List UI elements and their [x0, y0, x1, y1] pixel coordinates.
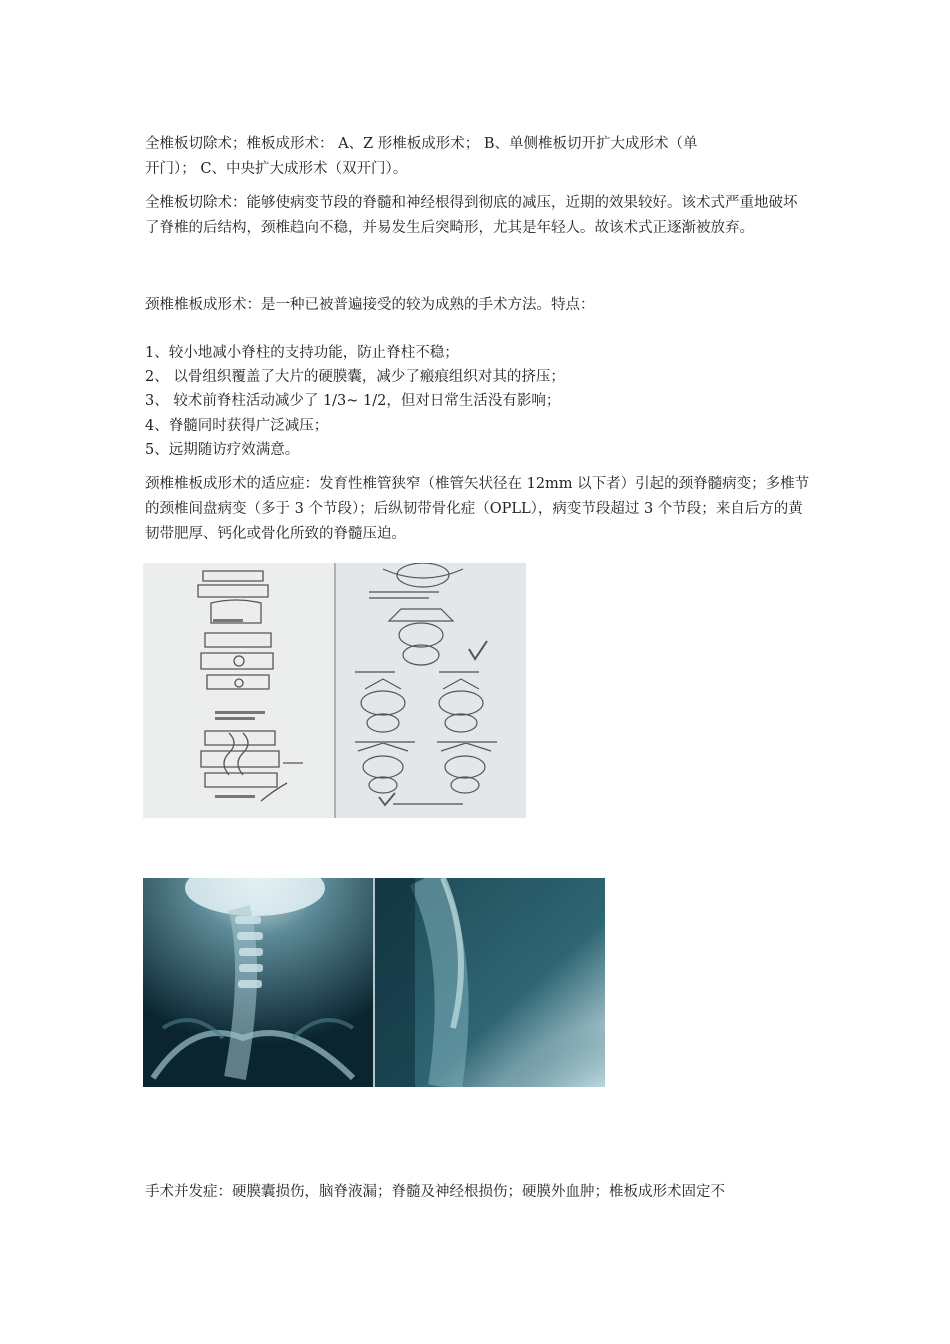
- xray-figure: [143, 878, 605, 1087]
- list-item: 4、脊髓同时获得广泛减压；: [145, 417, 329, 434]
- list-item: 3、 较术前脊柱活动减少了 1/3~ 1/2，但对日常生活没有影响；: [145, 392, 561, 409]
- list-item: 5、远期随访疗效满意。: [145, 441, 300, 458]
- surgical-diagram-figure: [143, 563, 526, 818]
- paragraph-laminoplasty-intro: 颈椎椎板成形术：是一种已被普遍接受的较为成熟的手术方法。特点：: [145, 296, 595, 313]
- list-item: 2、 以骨组织覆盖了大片的硬膜囊，减少了瘢痕组织对其的挤压；: [145, 368, 565, 385]
- paragraph-surgery-types-line2: 开门）； C、中央扩大成形术（双开门）。: [145, 160, 408, 177]
- cervical-xray-lateral-icon: [375, 878, 605, 1087]
- list-item: 1、较小地减小脊柱的支持功能，防止脊柱不稳；: [145, 344, 459, 361]
- paragraph-complications: 手术并发症：硬膜囊损伤，脑脊液漏；脊髓及神经根损伤；硬膜外血肿；椎板成形术固定不: [145, 1183, 725, 1200]
- spine-diagram-lateral-icon: [143, 563, 526, 818]
- cervical-xray-ap-icon: [143, 878, 605, 1087]
- paragraph-laminectomy: 全椎板切除术：能够使病变节段的脊髓和神经根得到彻底的减压，近期的效果较好。该术式严重地破坏了脊椎的后结构，颈椎趋向不稳，并易发生后突畸形，尤其是年轻人。故该术式正逐渐被放弃。: [145, 195, 798, 236]
- paragraph-surgery-types-line1: 全椎板切除术；椎板成形术： A、Z 形椎板成形术； B、单侧椎板切开扩大成形术（单: [145, 135, 698, 152]
- paragraph-indications: 颈椎椎板成形术的适应症：发育性椎管狭窄（椎管矢状径在 12mm 以下者）引起的颈脊髓病变；多椎节的颈椎间盘病变（多于 3 个节段）；后纵韧带骨化症（OPLL），病变节段超过 3 个节段；来自后方的黄韧带肥厚、钙化或骨化所致的脊髓压迫。: [145, 476, 810, 542]
